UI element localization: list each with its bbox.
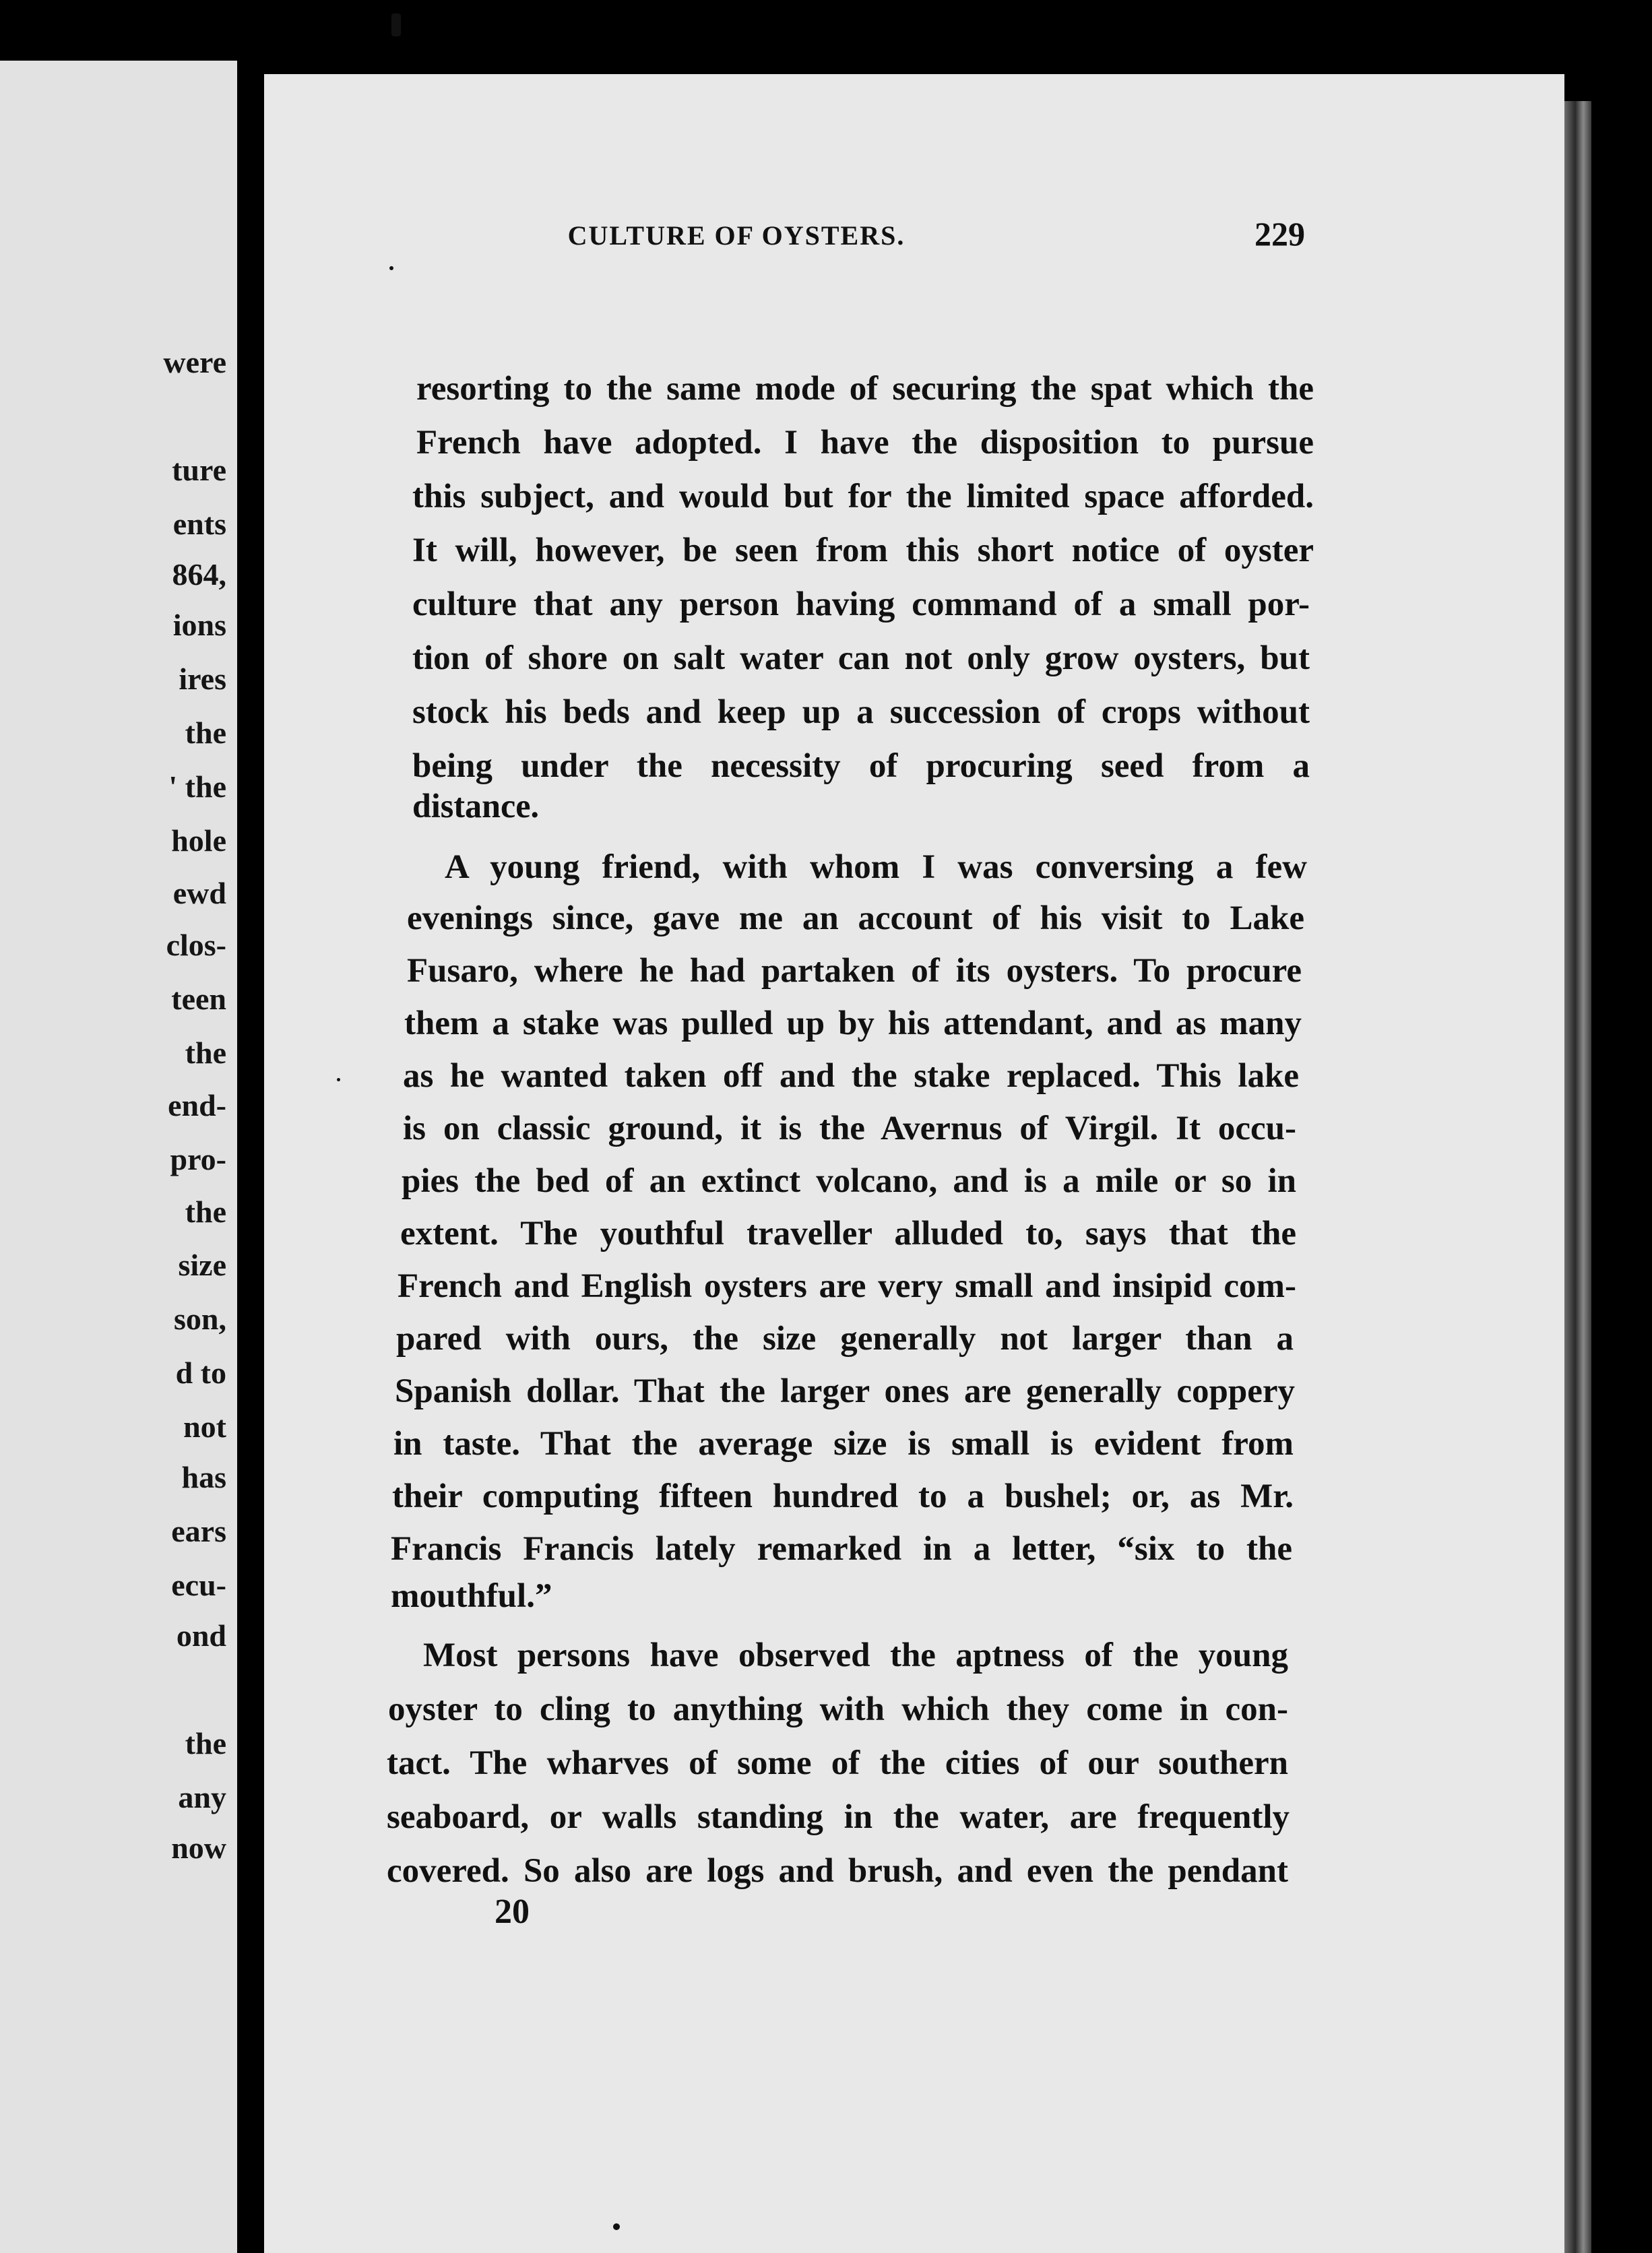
- text-line-content: French and English oysters are very small and insipid com-: [398, 1267, 1296, 1305]
- previous-page-line-fragment: d to: [175, 1356, 226, 1390]
- text-line: [0, 901, 1652, 936]
- previous-page-line-fragment: ewd: [172, 876, 226, 910]
- text-line: [0, 954, 1652, 988]
- previous-page-line-fragment: ions: [172, 608, 226, 642]
- text-line-content: them a stake was pulled up by his attendant, and as many: [404, 1005, 1302, 1042]
- text-line-content: Fusaro, where he had partaken of its oysters. To procure: [407, 952, 1302, 990]
- text-line-content: It will, however, be seen from this short notice of oyster: [412, 532, 1314, 569]
- text-line-content: mouthful.”: [391, 1577, 552, 1615]
- scan-speck: [337, 1078, 340, 1081]
- previous-page-line-fragment: ears: [171, 1514, 226, 1548]
- text-line: [0, 1112, 1652, 1146]
- previous-page-line-fragment: 864,: [172, 557, 226, 592]
- text-line: [0, 1164, 1652, 1199]
- text-line: [0, 641, 1652, 676]
- previous-page-line-fragment: teen: [171, 982, 226, 1016]
- text-line: [0, 695, 1652, 730]
- text-line-content: Most persons have observed the aptness of the young: [423, 1637, 1288, 1674]
- previous-page-line-fragment: pro-: [170, 1142, 226, 1176]
- text-line: [0, 1854, 1652, 1889]
- text-line: [0, 1374, 1652, 1409]
- text-line: [0, 1746, 1652, 1781]
- text-line: [0, 372, 1652, 406]
- previous-page-line-fragment: ecu-: [171, 1568, 226, 1602]
- previous-page-line-fragment: were: [163, 345, 226, 379]
- text-line-content: A young friend, with whom I was conversing a few: [445, 848, 1307, 886]
- previous-page-line-fragment: ires: [179, 662, 226, 696]
- text-line-content: distance.: [412, 788, 539, 825]
- previous-page-line-fragment: son,: [174, 1302, 226, 1336]
- text-line: [0, 480, 1652, 514]
- previous-page-line-fragment: has: [181, 1460, 226, 1494]
- text-line: [0, 534, 1652, 568]
- text-line: [0, 850, 1652, 885]
- text-line-content: resorting to the same mode of securing the spat which the: [416, 370, 1314, 408]
- text-line-content: tact. The wharves of some of the cities of our southern: [387, 1744, 1288, 1782]
- previous-page-line-fragment: the: [185, 1195, 226, 1229]
- text-line-content: evenings since, gave me an account of his visit to Lake: [407, 899, 1304, 937]
- text-line: [0, 585, 1652, 623]
- previous-page-line-fragment: hole: [171, 823, 226, 858]
- previous-page-line-fragment: ' the: [168, 769, 226, 804]
- text-line-content: culture that any person having command of a small por-: [412, 585, 1310, 623]
- text-line: [0, 1800, 1652, 1835]
- previous-page-line-fragment: ond: [176, 1618, 226, 1653]
- text-line: [0, 1532, 1652, 1566]
- text-line-content: extent. The youthful traveller alluded to, says that the: [400, 1215, 1296, 1252]
- text-line: [0, 1269, 1652, 1304]
- text-line-content: their computing fifteen hundred to a bushel; or, as Mr.: [392, 1478, 1294, 1515]
- previous-page-line-fragment: now: [171, 1831, 226, 1865]
- text-line-content: French have adopted. I have the disposition to pursue: [416, 424, 1314, 462]
- text-line-content: covered. So also are logs and brush, and even the pendant: [387, 1852, 1288, 1890]
- text-line: [0, 749, 1652, 784]
- scan-speck: [391, 13, 401, 36]
- text-line-content: stock his beds and keep up a succession of crops without: [412, 693, 1310, 731]
- text-line-content: is on classic ground, it is the Avernus of Virgil. It occu-: [403, 1110, 1296, 1147]
- text-line-content: seaboard, or walls standing in the water, are frequently: [387, 1798, 1290, 1836]
- text-line-content: in taste. That the average size is small is evident from: [393, 1425, 1294, 1463]
- page-number: 229: [1254, 215, 1305, 253]
- text-line: [0, 1322, 1652, 1356]
- previous-page-line-fragment: ture: [172, 453, 226, 487]
- text-line-content: this subject, and would but for the limited space afforded.: [412, 478, 1314, 515]
- text-line-content: pies the bed of an extinct volcano, and is a mile or so in: [402, 1162, 1296, 1200]
- text-line: [0, 1692, 1652, 1727]
- previous-page-line-fragment: any: [178, 1780, 226, 1814]
- scan-speck: [613, 2223, 620, 2230]
- text-line: [0, 1059, 1652, 1093]
- previous-page-line-fragment: the: [185, 1036, 226, 1070]
- previous-page-line-fragment: end-: [168, 1088, 226, 1122]
- text-line-content: pared with ours, the size generally not larger than a: [396, 1320, 1294, 1358]
- previous-page-line-fragment: size: [178, 1248, 226, 1282]
- text-line: [0, 1217, 1652, 1251]
- text-line: [0, 790, 1652, 824]
- text-line-content: Francis Francis lately remarked in a letter, “six to the: [391, 1530, 1292, 1568]
- signature-mark: 20: [495, 1893, 530, 1931]
- previous-page-line-fragment: clos-: [166, 928, 226, 962]
- text-line: [0, 1579, 1652, 1614]
- text-line-content: tion of shore on salt water can not only grow oysters, but: [412, 639, 1310, 677]
- text-line: [0, 1427, 1652, 1461]
- text-line: [0, 1480, 1652, 1514]
- text-line-content: oyster to cling to anything with which they come in con-: [388, 1690, 1288, 1728]
- text-line-content: as he wanted taken off and the stake replaced. This lake: [403, 1057, 1299, 1095]
- previous-page-line-fragment: the: [185, 716, 226, 750]
- previous-page-line-fragment: ents: [172, 507, 226, 541]
- running-head: CULTURE OF OYSTERS.: [567, 220, 906, 251]
- text-line: [0, 1007, 1652, 1041]
- scan-speck: [389, 266, 393, 270]
- previous-page-line-fragment: the: [185, 1726, 226, 1760]
- text-line: [0, 1639, 1652, 1673]
- previous-page-line-fragment: not: [183, 1409, 226, 1444]
- text-line-content: being under the necessity of procuring seed from a: [412, 747, 1310, 785]
- text-line: [0, 426, 1652, 460]
- text-line-content: Spanish dollar. That the larger ones are generally coppery: [395, 1372, 1295, 1410]
